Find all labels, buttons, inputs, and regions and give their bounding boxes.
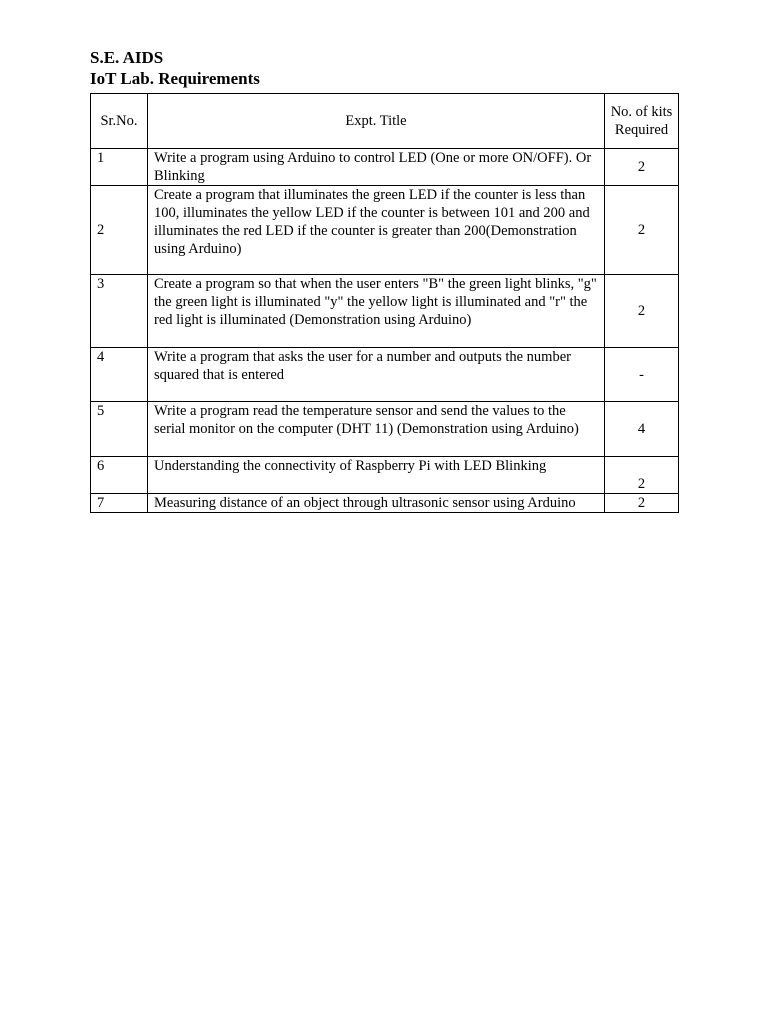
- document-page: [90, 47, 678, 513]
- kits-cell: 2: [605, 186, 679, 275]
- kits-cell: 2: [605, 494, 679, 513]
- requirements-table: [90, 93, 679, 513]
- expt-title-cell: Write a program using Arduino to control LED (One or more ON/OFF). Or Blinking: [148, 149, 605, 186]
- table-row: [91, 149, 679, 186]
- sr-no-cell: 3: [91, 275, 148, 348]
- expt-title-cell: Write a program that asks the user for a number and outputs the number squared that is entered: [148, 348, 605, 402]
- kits-cell: 2: [605, 149, 679, 186]
- column-header-kits-required: No. of kits Required: [605, 94, 679, 149]
- table-row: [91, 348, 679, 402]
- sr-no-cell: 4: [91, 348, 148, 402]
- expt-title-cell: Create a program so that when the user enters "B" the green light blinks, "g" the green light is illuminated "y" the yellow light is illuminated and "r" the red light is illuminated (Demonstration using Arduino): [148, 275, 605, 348]
- kits-cell: -: [605, 348, 679, 402]
- table-header-row: [91, 94, 679, 149]
- expt-title-cell: Create a program that illuminates the green LED if the counter is less than 100, illuminates the yellow LED if the counter is between 101 and 200 and illuminates the red LED if the counter is greater than 200(Demonstration using Arduino): [148, 186, 605, 275]
- table-row: [91, 457, 679, 494]
- sr-no-cell: 1: [91, 149, 148, 186]
- document-title: IoT Lab. Requirements: [90, 69, 260, 88]
- expt-title-cell: Write a program read the temperature sensor and send the values to the serial monitor on the computer (DHT 11) (Demonstration using Arduino): [148, 402, 605, 457]
- sr-no-cell: 5: [91, 402, 148, 457]
- table-row: [91, 275, 679, 348]
- sr-no-cell: 2: [91, 186, 148, 275]
- course-heading: S.E. AIDS: [90, 48, 164, 67]
- column-header-expt-title: Expt. Title: [148, 94, 605, 149]
- expt-title-cell: Understanding the connectivity of Raspberry Pi with LED Blinking: [148, 457, 605, 494]
- expt-title-cell: Measuring distance of an object through ultrasonic sensor using Arduino: [148, 494, 605, 513]
- kits-cell: 2: [605, 457, 679, 494]
- sr-no-cell: 7: [91, 494, 148, 513]
- table-row: [91, 494, 679, 513]
- kits-cell: 4: [605, 402, 679, 457]
- table-row: [91, 402, 679, 457]
- column-header-sr-no: Sr.No.: [91, 94, 148, 149]
- sr-no-cell: 6: [91, 457, 148, 494]
- table-row: [91, 186, 679, 275]
- kits-cell: 2: [605, 275, 679, 348]
